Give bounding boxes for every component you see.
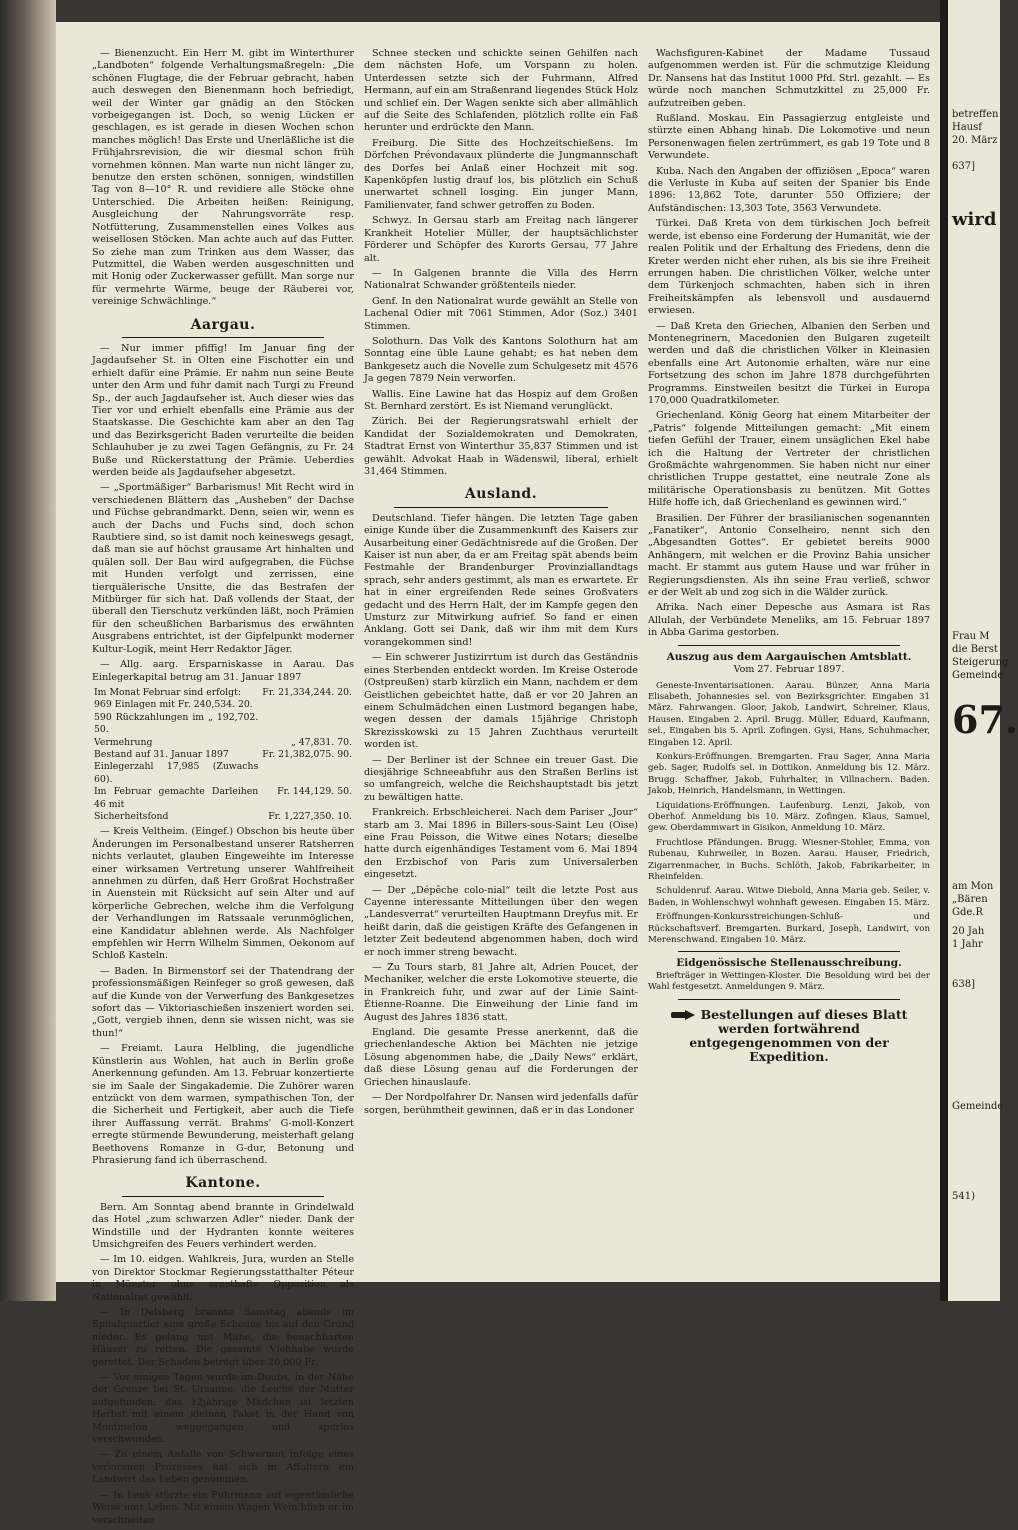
fragment-text: 541) <box>952 1191 975 1202</box>
fragment-text: Steigerung <box>952 657 1009 668</box>
fragment-text: die Berst <box>952 644 998 655</box>
divider <box>678 645 900 646</box>
article-frankreich: Frankreich. Erbschleicherei. Nach dem Pariser „Jour“ starb am 3. Mai 1896 in Billers-sous-Saint Leu (Oise) eine Frau Poisson, die Witwe eines Notars; dieselbe hatte durch eigenhändiges Testament vom 6. Mai 1894 den Erzbischof von Paris zum Universalerben eingesetzt. <box>364 807 638 881</box>
table-row: 969 Einlagen mit Fr. 240,534. 20. <box>94 699 253 711</box>
article-tuerkei: Türkei. Daß Kreta von dem türkischen Joch befreit werde, ist ebenso eine Forderung der Humanität, wie der realen Politik und der Erhaltung des Friedens, denn die Kreter werden nicht eher ruhen, als bis sie ihre Freiheit errungen haben. Die christlichen Völker, welche unter dem Türkenjoch schmachten, haben sich in ihren Freiheitskämpfen als lebensvoll und ausdauernd erwiesen. <box>648 218 930 317</box>
article-galgenen: — In Galgenen brannte die Villa des Herrn Nationalrat Schwander größtenteils nieder. <box>364 267 638 292</box>
pointing-hand-icon <box>671 1008 697 1022</box>
fragment-text: am Mon <box>952 881 994 892</box>
fragment-text: Gemeinde <box>952 670 1004 681</box>
article-russland: Rußland. Moskau. Ein Passagierzug entgleiste und stürzte einen Abhang hinab. Die Lokomotive und neun Personenwagen fielen zertrümmert, es gab 19 Tote und 8 Verwundete. <box>648 113 930 162</box>
article-lenk-cont: Schnee stecken und schickte seinen Gehilfen nach dem nächsten Hofe, um Vorspann zu holen. Unterdessen setzte sich der Fuhrmann, Alfred Hermann, auf ein am Straßenrand liegendes Stück Holz und schlief ein. Der Wagen senkte sich aber allmählich auf die Seite des Schlafenden, plötzlich rollte ein Faß herunter und erdrückte den Mann. <box>364 48 638 134</box>
article-berlin-schnee: — Der Berliner ist der Schnee ein treuer Gast. Die diesjährige Schneeabfuhr aus den Straßen Berlins ist so umfangreich, welche die Reichshauptstadt bis jetzt zu bewältigen hatte. <box>364 754 638 803</box>
article-genf: Genf. In den Nationalrat wurde gewählt an Stelle von Lachenal Odier mit 7061 Stimmen, Ador (Soz.) 3401 Stimmen. <box>364 295 638 332</box>
fragment-text: wird <box>952 209 997 230</box>
page-edge <box>940 0 948 1301</box>
table-row: Im Monat Februar sind erfolgt: Fr. 21,334,244. 20. <box>94 686 352 698</box>
amtsblatt-entry: Fruchtlose Pfändungen. Brugg. Wiesner-Stohler, Emma, von Rubenau, Kuhrweiler, in Bozen. Aarau. Hauser, Friedrich, Zigarrenmacher, in Buchs. Schlöth, Jakob, Fabrikarbeiter, in Rheinfelden. <box>648 837 930 882</box>
article-dreyfus: — Der „Dépêche colo-nial“ teilt die letzte Post aus Cayenne interessante Mitteilungen über den wegen „Landesverrat“ verurteilten Hauptmann Dreyfus mit. Er heißt darin, daß die geistigen Kräfte des Gefangenen in letzter Zeit bedeutend abgenommen haben, doch wird er noch immer streng bewacht. <box>364 884 638 958</box>
table-row: 590 Rückzahlungen im „ 192,702. 50. <box>94 711 259 736</box>
table-row: Bestand auf 31. Januar 1897 Fr. 21,382,075. 90. <box>94 748 352 760</box>
article-veltheim: — Kreis Veltheim. (Eingef.) Obschon bis heute über Änderungen im Personalbestand unserer Ratsherren nichts verlautet, glauben Eingeweihte im Interesse einer wirksamen Vertretung unserer Wahlfreiheit annehmen zu dürfen, daß Herr Großrat Hochstraßer in Auenstein mit Rücksicht auf sein Alter und auf körperliche Gebrechen, welche ihm die Verfolgung der Verhandlungen im Ratssaale verunmöglichen, eine Kandidatur ablehnen werde. Als Nachfolger empfehlen wir Herrn Wilhelm Simmen, Oekonom auf Schloß Kasteln. <box>92 826 354 962</box>
article-kuba: Kuba. Nach den Angaben der offiziösen „Epoca“ waren die Verluste in Kuba auf seiten der Spanier bis Ende 1896: 13,862 Tote, darunter 550 Offiziere; der Aufständischen: 13,303 Tote, 3563 Verwundete. <box>648 165 930 214</box>
article-nansen: — Der Nordpolfahrer Dr. Nansen wird jedenfalls dafür sorgen, berühmtheit gewinnen, daß er in das Londoner <box>364 1092 638 1116</box>
fragment-text: Frau M <box>952 631 990 642</box>
article-aargau-2: — „Sportmäßiger“ Barbarismus! Mit Recht wird in verschiedenen Blättern das „Ausheben“ der Dachse und Füchse gebrandmarkt. Denn, seien wir, wenn es auch der Dachs und Fuchs sind, doch schon Raubtiere sind, so ist damit noch keineswegs gesagt, daß man sie auf höchst grausame Art hinhalten und quälen soll. Der Bau wird aufgegraben, die Füchse mit Hunden verfolgt und zerrissen, eine tierquälerische Unsitte, die das Bestrafen der Mitbürger für sich hat. Daß vollends der Staat, der überall den Tierschutz verkünden läßt, noch Prämien für den scheußlichen Barbarismus des erwähnten Ausgrabens entrichtet, ist der Gipfelpunkt moderner Kultur-Logik, meint Herr Redaktor Jäger. <box>92 482 354 655</box>
article-afrika: Afrika. Nach einer Depesche aus Asmara ist Ras Allulah, der Verbündete Meneliks, am 15. Februar 1897 in Abba Garima gestorben. <box>648 602 930 639</box>
subscription-text: Bestellungen auf dieses Blatt werden fortwährend entgegengenommen von der Expedition. <box>689 1006 908 1065</box>
amtsblatt-entry: Liquidations-Eröffnungen. Laufenburg. Lenzi, Jakob, von Oberhof. Anmeldung bis 10. März. Zofingen. Klaus, Samuel, gew. Oberdammwart in Gisikon, Anmeldung 10. März. <box>648 800 930 834</box>
fragment-text: Gde.R <box>952 907 984 918</box>
article-baden: — Baden. In Birmenstorf sei der Thatendrang der professionsmäßigen Reinfeger so groß gewesen, daß auf die Kunde von der Verwerfung des Bankgesetzes sofort das — Viktoriaschießen inszeniert worden sei. „Gott, vergieb ihnen, denn sie wissen nicht, was sie thun!“ <box>92 965 354 1039</box>
section-heading-ausland: Ausland. <box>464 486 538 503</box>
article-nansen-cont: Wachsfiguren-Kabinet der Madame Tussaud aufgenommen werden ist. Für die schmutzige Kleidung Dr. Nansens hat das Institut 1000 Pfd. Strl. gezahlt. — Es würde noch manchen Schmutzkittel zu 25,000 Fr. aufzutreiben geben. <box>648 48 930 109</box>
amtsblatt-heading: Auszug aus dem Aargauischen Amtsblatt. <box>666 650 912 663</box>
divider <box>122 337 324 338</box>
fragment-text: 20 Jah <box>952 926 985 937</box>
article-freiamt: — Freiamt. Laura Helbling, die jugendliche Künstlerin aus Wohlen, hat auch in Berlin große Anerkennung gefunden. Am 13. Februar konzertierte sie im Saale der Singakademie. Die Zuhörer waren entzückt von dem warmen, sympathischen Ton, der die Sicherheit und Fertigkeit, aber auch die Tiefe ihrer Auffassung verrät. Brahms' G-moll-Konzert erregte stürmende Bewunderung, meisterhaft gelang Beethovens Romanze in G-dur, Betonung und Phrasierung fand ich überraschend. <box>92 1043 354 1166</box>
amtsblatt-entry: Eröffnungen-Konkursstreichungen-Schluß- und Rückschaftsverf. Bremgarten. Burkard, Joseph, Landwirt, von Merenschwand. Eingaben 10. März. <box>648 912 930 946</box>
article-bern: Bern. Am Sonntag abend brannte in Grindelwald das Hotel „zum schwarzen Adler“ nieder. Dank der Windstille und der Hydranten konnte weiteres Umsichgreifen des Feuers verhindert werden. <box>92 1201 354 1250</box>
article-deutschland: Deutschland. Tiefer hängen. Die letzten Tage gaben einige Kunde über die Zusammenkunft des Kaisers zur Ausarbeitung einer Gedächtnisrede auf die Großen. Der Kaiser ist nun aber, da er am Freitag spät abends beim Festmahle der Brandenburger Provinziallandtags sprach, sehr anders gestimmt, als man es erwartete. Er hat in einer ergreifenden Rede seines Großvaters gedacht und des Herrn Halt, der im Kampfe gegen den Umsturz zur Mitwirkung aufrief. So fand er einen Anklang. Gott sei Dank, daß wir ihm mit dem Kurs vorangekommen sind! <box>364 512 638 648</box>
table-row: Sicherheitsfond Fr. 1,227,350. 10. <box>94 810 352 822</box>
table-row: Vermehrung „ 47,831. 70. <box>94 736 352 748</box>
article-bienenzucht: — Bienenzucht. Ein Herr M. gibt im Winterthurer „Landboten“ folgende Verhaltungsmaßregeln: „Die schönen Flugtage, die der Februar gebracht, haben auch deswegen den Bienenmann hoch befriedigt, weil der Winter gar gnädig an den Stöcken vorbeigegangen ist. Doch, so wenig Lücken er geschlagen, es ist gerade in diesen Wochen schon manches möglich! Das Erste und Unerläßliche ist die Frühjahrsrevision, die wir diesmal schon früh vornehmen können. Man warte nun nicht länger zu, benutze den ersten schönen, sonnigen, windstillen Tag von 8—10° R. und revidiere alle Stöcke ohne Unterschied. Die Arbeiten heißen: Reinigung, Ausgleichung der Nahrungsvorräte resp. Notfütterung, Zusammenstellen eines Volkes aus weisellosen Stöcken. Man achte auch auf das Futter. So ziehe man zum Trinken aus dem Wasser, das Putzmittel, die Waben werden ausgeschnitten und mit Honig oder Zuckerwasser gefüllt. Man sorge nur für vermehrte Wärme, beuge der Räuberei vor, vereinige Schwächlinge.“ <box>92 48 354 308</box>
table-row: Einlegerzahl 17,985 (Zuwachs 60). <box>94 761 259 785</box>
article-freiburg: Freiburg. Die Sitte des Hochzeitschießens. Im Dörfchen Prévondavaux plünderte die Jungmannschaft des Dorfes bei Anlaß einer Hochzeit mit sog. Kapenköpfen lustig drauf los, bis plötzlich ein Schuß unerwartet schnell losging. Ein junger Mann, Familienvater, fand schwer getroffen zu Boden. <box>364 137 638 211</box>
table-row: Im Februar gemachte Darleihen 46 mit Fr. 144,129. 50. <box>94 786 352 810</box>
fragment-text: Gemeinde <box>952 1101 1004 1112</box>
column-middle <box>364 48 638 1120</box>
article-wallis: Wallis. Eine Lawine hat das Hospiz auf dem Großen St. Bernhard zerstört. Es ist Niemand verunglückt. <box>364 388 638 412</box>
article-tours: — Zu Tours starb, 81 Jahre alt, Adrien Poucet, der Mechaniker, welcher die erste Lokomotive steuerte, die in Frankreich fuhr, und zwar auf der Linie Saint-Étienne-Roanne. Die Einweihung der Linie fand im August des Jahres 1836 statt. <box>364 962 638 1023</box>
divider <box>394 507 608 508</box>
amtsblatt-date: Vom 27. Februar 1897. <box>733 664 845 676</box>
article-solothurn: Solothurn. Das Volk des Kantons Solothurn hat am Sonntag eine üble Laune gehabt; es hat neben dem Bankgesetz auch die Novelle zum Schulgesetz mit 4576 Ja gegen 7879 Nein verworfen. <box>364 335 638 385</box>
fragment-text: 20. März <box>952 135 998 146</box>
article-zuerich: Zürich. Bei der Regierungsratswahl erhielt der Kandidat der Sozialdemokraten und Demokraten, Stadtrat Ernst von Winterthur 35,837 Stimmen und ist gewählt. Advokat Haab in Wädenswil, liberal, erhielt 31,464 Stimmen. <box>364 416 638 477</box>
divider <box>678 999 900 1000</box>
article-doubs: — Vor einigen Tagen wurde im Doubs, in der Nähe der Grenze bei St. Ursanne, die Leiche der Mutter aufgefunden; das 12jährige Mädchen ist letzten Herbst mit einem kleinen Paket in der Hand von Montmelon weggegangen und spurlos verschwunden. <box>92 1372 354 1446</box>
bank-report-title: — Allg. aarg. Ersparniskasse in Aarau. Das Einlegerkapital betrug am 31. Januar 1897 <box>92 659 354 683</box>
bank-report-table <box>92 687 354 823</box>
book-binding <box>0 0 56 1301</box>
fragment-text: „Bären <box>952 894 988 905</box>
section-heading-aargau: Aargau. <box>190 316 256 333</box>
fragment-text: 637] <box>952 161 975 172</box>
amtsblatt-entry: Geneste-Inventarisationen. Aarau. Bünzer, Anna Maria Elisabeth, Johannesies sel. von Bezirksgrichter. Eingaben 31 März. Fahrwangen. Gloor, Jakob, Landwirt, Schreiner, Klaus, Hausen. Eingaben 2. April. Brugg. Müller, Eduard, Kaufmann, sel., Eingaben bis 5. April. Zofingen. Gysi, Hans, Schuhmacher, Eingaben 12. April. <box>648 680 930 748</box>
subscription-notice <box>648 1008 930 1065</box>
column-left <box>92 48 354 1530</box>
article-schwyz: Schwyz. In Gersau starb am Freitag nach längerer Krankheit Hotelier Müller, der hauptsächlichster Förderer und Schöpfer des Kurorts Gersau, 77 Jahre alt. <box>364 215 638 264</box>
article-justizirrtum: — Ein schwerer Justizirrtum ist durch das Geständnis eines Sterbenden entdeckt worden. Im Kreise Osterode (Ostpreußen) starb kürzlich ein Mann, nachdem er dem Geistlichen gebeichtet hatte, daß er vor 20 Jahren an einem Schulmädchen einen Lustmord begangen habe, wegen dessen der damals 15jährige Christoph Skrezisskowski zu 15 Jahren Zuchthaus verurteilt worden ist. <box>364 652 638 751</box>
column-right <box>648 48 930 1064</box>
article-delsberg: — In Delsberg brannte Samstag abends im Spitalquartier eine große Scheune bis auf den Grund nieder. Es gelang mit Mühe, die benachbarten Häuser zu retten. Die gesamte Viehhabe wurde gerettet. Der Schaden beträgt über 20,000 Fr. <box>92 1307 354 1368</box>
article-aargau-1: — Nur immer pfiffig! Im Januar fing der Jagdaufseher St. in Olten eine Fischotter ein und erhielt dafür eine Prämie. Er nahm nun seine Beute unter den Arm und fuhr damit nach Turgi zu Freund Sp., der auch Jagdaufseher ist. Auch dieser wies das Tier vor und erhielt ebenfalls eine Prämie aus der Staatskasse. Die Geschichte kam aber an den Tag und das Bezirksgericht Baden verurteilte die beiden Schlauhuber je zu zwei Tagen Gefängnis, zu Fr. 24 Buße und Rückerstattung der Prämie. Ueberdies werden beide als Jagdaufseher abgesetzt. <box>92 342 354 478</box>
fragment-text: 67. <box>952 697 1018 742</box>
stellen-entry: Briefträger in Wettingen-Kloster. Die Besoldung wird bei der Wahl festgesetzt. Anmeldungen 9. März. <box>648 970 930 993</box>
amtsblatt-entry: Schuldenruf. Aarau. Witwe Diebold, Anna Maria geb. Seiler, v. Baden, in Wohlenschwyl wohnhaft gewesen. Eingaben 15. März. <box>648 886 930 908</box>
adjacent-page-strip <box>948 0 1018 1301</box>
divider <box>122 1196 324 1197</box>
fragment-text: 638] <box>952 979 975 990</box>
article-england: England. Die gesamte Presse anerkennt, daß die griechenlandesche Aktion bei Mächten nie jetzige Lösung abgenommen habe, die „Daily News“ erklärt, daß diese Lösung genau auf die Forderungen der Griechen hinauslaufe. <box>364 1027 638 1088</box>
fragment-text: Hausf <box>952 122 982 133</box>
section-heading-kantone: Kantone. <box>185 1175 261 1192</box>
stellen-heading: Eidgenössische Stellenausschreibung. <box>676 957 902 970</box>
article-affoltern: — Zu einem Anfalle von Schwermut infolge eines verlorenen Prozesses hat sich in Affoltern ein Landwirt das Leben genommen. <box>92 1449 354 1486</box>
article-brasilien: Brasilien. Der Führer der brasilianischen sogenannten „Fanatiker“, Antonio Conselheiro, nennt sich den „Abgesandten Gottes“. Er gebietet bereits 9000 Anhängern, mit welchen er die Provinz Bahia unsicher macht. Er stammt aus gutem Hause und war früher in Regierungsdiensten. Als ihn seine Frau verließ, schwor er der Welt ab und zog sich in die Wälder zurück. <box>648 512 930 599</box>
fragment-text: 1 Jahr <box>952 939 983 950</box>
fragment-text: betreffen <box>952 109 999 120</box>
article-jura: — Im 10. eidgen. Wahlkreis, Jura, wurden an Stelle von Direktor Stockmar Regierungsstatthalter Péteur in Münster ohne ernsthafte Opposition als Nationalrat gewählt. <box>92 1254 354 1303</box>
article-lenk: — In Lenk stürzte ein Fuhrmann auf eigentümliche Weise ums Leben. Mit einem Wagen Wein blieb er im verschneiten <box>92 1489 354 1526</box>
amtsblatt-entry: Konkurs-Eröffnungen. Bremgarten. Frau Sager, Anna Maria geb. Sager, Rudolfs sel. in Dottikon. Anmeldung bis 12. März. Brugg. Schaffner, Jakob, Fuhrhalter, in Villnachern. Baden. Jakob, Heinrich, Handelsmann, in Wettingen. <box>648 751 930 797</box>
article-tuerkei-2: — Daß Kreta den Griechen, Albanien den Serben und Montenegrinern, Macedonien den Bulgaren zugeteilt werden und daß die christlichen Völker in Kleinasien ebenfalls eine Art Autonomie erhalten, wäre nur eine Fortsetzung des schon im Jahre 1878 durchgeführten Programms. Einstweilen besitzt die Türkei in Europa 170,000 Quadratkilometer. <box>648 320 930 406</box>
article-griechenland: Griechenland. König Georg hat einem Mitarbeiter der „Patris“ folgende Mitteilungen gemacht: „Mit einem tiefen Gefühl der Trauer, einem unsäglichen Ekel habe ich die Haltung der Vertreter der christlichen Großmächte wahrgenommen. Sie haben nicht nur einer christlichen Truppe gestattet, eine neutrale Zone als militärische Operationsbasis zu benützen. Mit Gottes Hilfe hoffe ich, daß Griechenland es gewinnen wird.“ <box>648 410 930 509</box>
divider <box>678 951 900 952</box>
